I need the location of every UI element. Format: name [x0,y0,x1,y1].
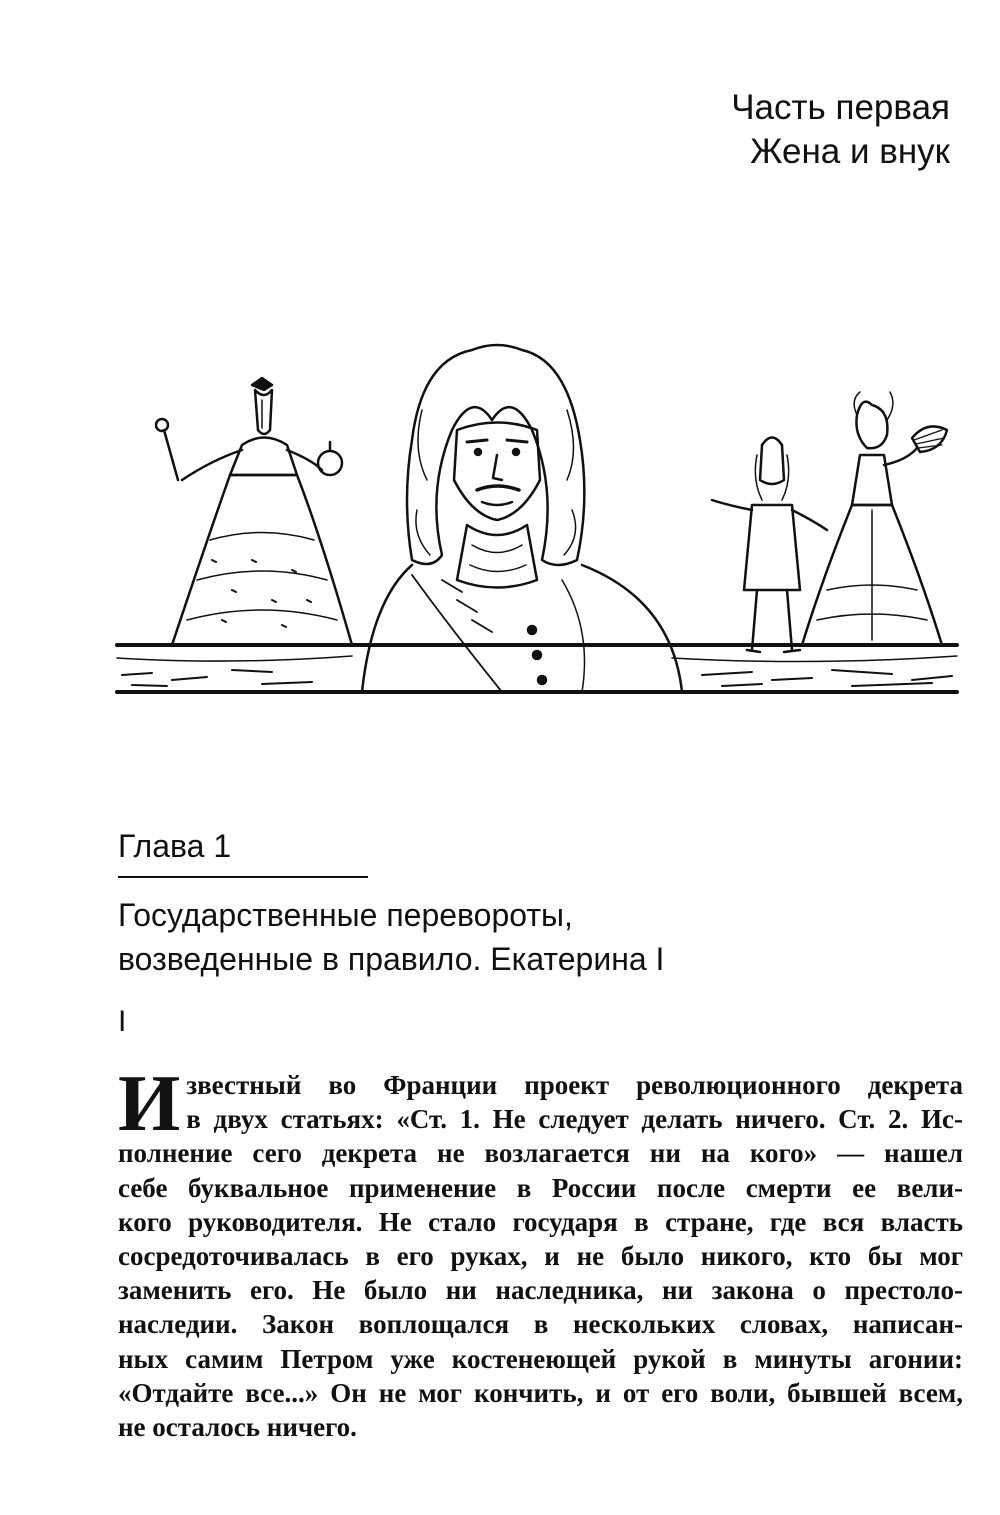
text-line: в двух статьях: «Ст. 1. Не следует делать ничего. Ст. 2. Ис- [186,1104,963,1135]
text-line: сосредоточивалась в его руках, и не было никого, кто бы мог [118,1241,963,1272]
body-paragraph [118,1060,963,1444]
section-number: I [118,1005,127,1038]
text-line: себе буквальное применение в России после смерти ее вели- [118,1172,963,1203]
chapter-divider [118,876,368,878]
chapter-title-line: Государственные перевороты, [118,897,573,933]
part-label: Часть первая [731,88,950,127]
engraving-illustration [112,330,962,700]
text-line: заменить его. Не было ни наследника, ни закона о престоло- [118,1275,963,1306]
chapter-title-line: возведенные в правило. Екатерина I [118,941,665,977]
text-line: звестный во Франции проект революционного декрета [186,1070,963,1100]
text-line: кого руководителя. Не стало государя в стране, где вся власть [118,1206,963,1237]
chapter-title [118,893,938,981]
text-line: «Отдайте все...» Он не мог кончить, и от его воли, бывшей всем, [118,1377,963,1408]
text-line: полнение сего декрета не возлагается ни на кого» — нашел [118,1138,963,1169]
part-header [731,86,950,174]
text-line: наследии. Закон воплощался в нескольких словах, написан- [118,1309,963,1340]
text-line: ных самим Петром уже костенеющей рукой в минуты агонии: [118,1343,963,1374]
courtier-couple-figure [712,392,947,652]
drop-cap: И [118,1060,181,1148]
part-title: Жена и внук [750,132,950,171]
text-line: не осталось ничего. [118,1412,357,1443]
empress-figure [156,378,352,645]
chapter-number: Глава 1 [118,828,232,864]
nobleman-figure [362,345,682,692]
